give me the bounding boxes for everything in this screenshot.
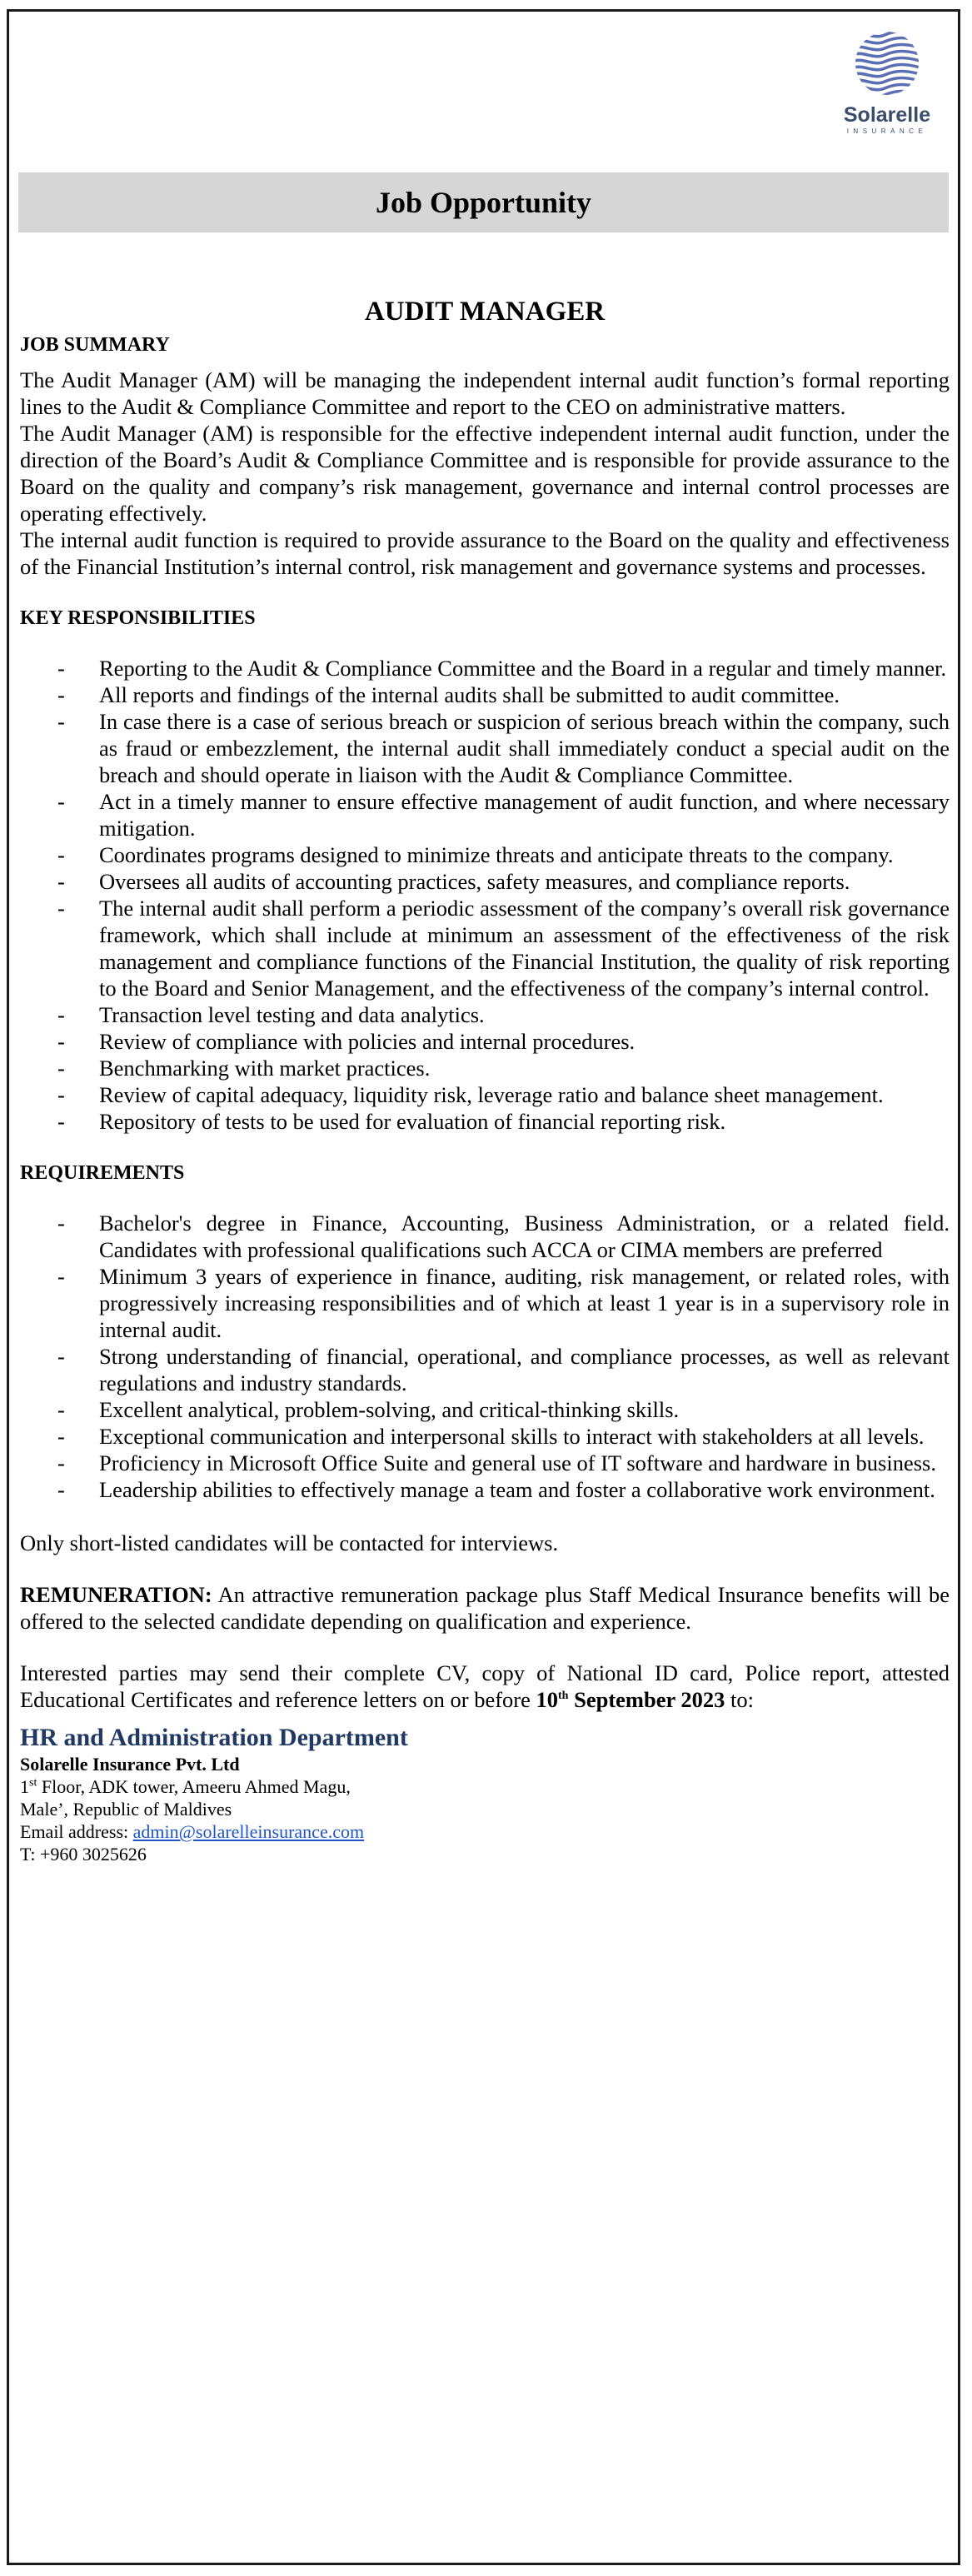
list-item: - Reporting to the Audit & Compliance Committee and the Board in a regular and timely manner. <box>57 656 947 681</box>
job-ad-page <box>7 9 960 2565</box>
list-item: - Strong understanding of financial, operational, and compliance processes, as well as relevant regulations and industry standards. <box>57 1344 950 1395</box>
solarelle-wave-logo-icon <box>855 27 920 100</box>
list-item: - Review of compliance with policies and internal procedures. <box>57 1029 636 1054</box>
list-item: - Proficiency in Microsoft Office Suite and general use of IT software and hardware in business. <box>57 1450 936 1475</box>
job-summary-heading: JOB SUMMARY <box>20 334 170 356</box>
list-item: - Leadership abilities to effectively manage a team and foster a collaborative work environment. <box>57 1477 935 1502</box>
list-item: - Review of capital adequacy, liquidity risk, leverage ratio and balance sheet management. <box>57 1082 884 1107</box>
list-item: - Bachelor's degree in Finance, Accounting, Business Administration, or a related field. Candidates with professional qualifications such ACCA or CIMA members are preferred <box>57 1211 950 1262</box>
requirements-list <box>20 1210 950 1503</box>
list-item: - Oversees all audits of accounting practices, safety measures, and compliance reports. <box>57 869 850 894</box>
summary-paragraph: The Audit Manager (AM) will be managing the independent internal audit function’s formal reporting lines to the Audit & Compliance Committee and report to the CEO on administrative matters. <box>20 367 950 419</box>
apply-tail: to: <box>725 1687 754 1712</box>
remuneration-text: An attractive remuneration package plus Staff Medical Insurance benefits will be offered to the selected candidate depending on qualification and experience. <box>20 1582 950 1634</box>
application-instructions <box>20 1660 950 1713</box>
list-item: - In case there is a case of serious breach or suspicion of serious breach within the company, such as fraud or embezzlement, the internal audit shall immediately conduct a special audit on the breach and should operate in liaison with the Audit & Compliance Committee. <box>57 709 950 787</box>
list-item: - Coordinates programs designed to minimize threats and anticipate threats to the company. <box>57 842 894 867</box>
apply-text: Interested parties may send their complete CV, copy of National ID card, Police report, attested Educational Certificates and reference letters on or before <box>20 1660 950 1712</box>
requirements-heading: REQUIREMENTS <box>20 1162 185 1184</box>
logo-wordmark: Solarelle <box>843 103 931 127</box>
main-content <box>20 295 950 1865</box>
summary-paragraph: The internal audit function is required to provide assurance to the Board on the quality and effectiveness of the Financial Institution’s internal control, risk management and governance systems and processes. <box>20 527 950 579</box>
department-name: HR and Administration Department <box>20 1724 408 1751</box>
email-link[interactable]: admin@solarelleinsurance.com <box>132 1821 365 1842</box>
remuneration-label: REMUNERATION: <box>20 1582 212 1607</box>
job-opportunity-banner: Job Opportunity <box>18 172 949 232</box>
company-name: Solarelle Insurance Pvt. Ltd <box>20 1754 240 1775</box>
list-item: - Benchmarking with market practices. <box>57 1056 431 1081</box>
company-logo <box>825 27 950 135</box>
phone-number: T: +960 3025626 <box>20 1844 147 1865</box>
list-item: - Minimum 3 years of experience in finance, auditing, risk management, or related roles, with progressively increasing responsibilities and of which at least 1 year is in a supervisory role in internal audit. <box>57 1264 950 1342</box>
logo-subtitle: INSURANCE <box>846 127 928 135</box>
responsibilities-list <box>20 655 950 1135</box>
list-item: - Excellent analytical, problem-solving, and critical-thinking skills. <box>57 1397 680 1422</box>
address-line-2: Male’, Republic of Maldives <box>20 1799 232 1820</box>
job-summary-body <box>20 367 950 580</box>
list-item: - All reports and findings of the internal audits shall be submitted to audit committee. <box>57 682 840 707</box>
list-item: - Repository of tests to be used for evaluation of financial reporting risk. <box>57 1109 726 1134</box>
address-line-1: 1st Floor, ADK tower, Ameeru Ahmed Magu, <box>20 1776 351 1797</box>
key-responsibilities-heading: KEY RESPONSIBILITIES <box>20 607 256 629</box>
list-item: - Transaction level testing and data analytics. <box>57 1002 485 1027</box>
remuneration-paragraph <box>20 1581 950 1635</box>
contact-block <box>20 1723 950 1865</box>
summary-paragraph: The Audit Manager (AM) is responsible for the effective independent internal audit function, under the direction of the Board’s Audit & Compliance Committee and is responsible for provide assurance to the Board on the quality and company’s risk management, governance and internal control processes are operating effectively. <box>20 421 950 526</box>
shortlist-note: Only short-listed candidates will be contacted for interviews. <box>20 1530 559 1555</box>
list-item: - The internal audit shall perform a periodic assessment of the company’s overall risk governance framework, which shall include at minimum an assessment of the effectiveness of the risk management and compliance functions of the Financial Institution, the quality of risk reporting to the Board and Senior Management, and the effectiveness of the company’s internal control. <box>57 896 950 1001</box>
list-item: - Exceptional communication and interpersonal skills to interact with stakeholders at all levels. <box>57 1424 925 1449</box>
list-item: - Act in a timely manner to ensure effective management of audit function, and where necessary mitigation. <box>57 789 950 841</box>
email-line: Email address: admin@solarelleinsurance.com <box>20 1821 365 1842</box>
job-title: AUDIT MANAGER <box>364 297 606 327</box>
deadline-date: 10th September 2023 <box>536 1687 725 1712</box>
